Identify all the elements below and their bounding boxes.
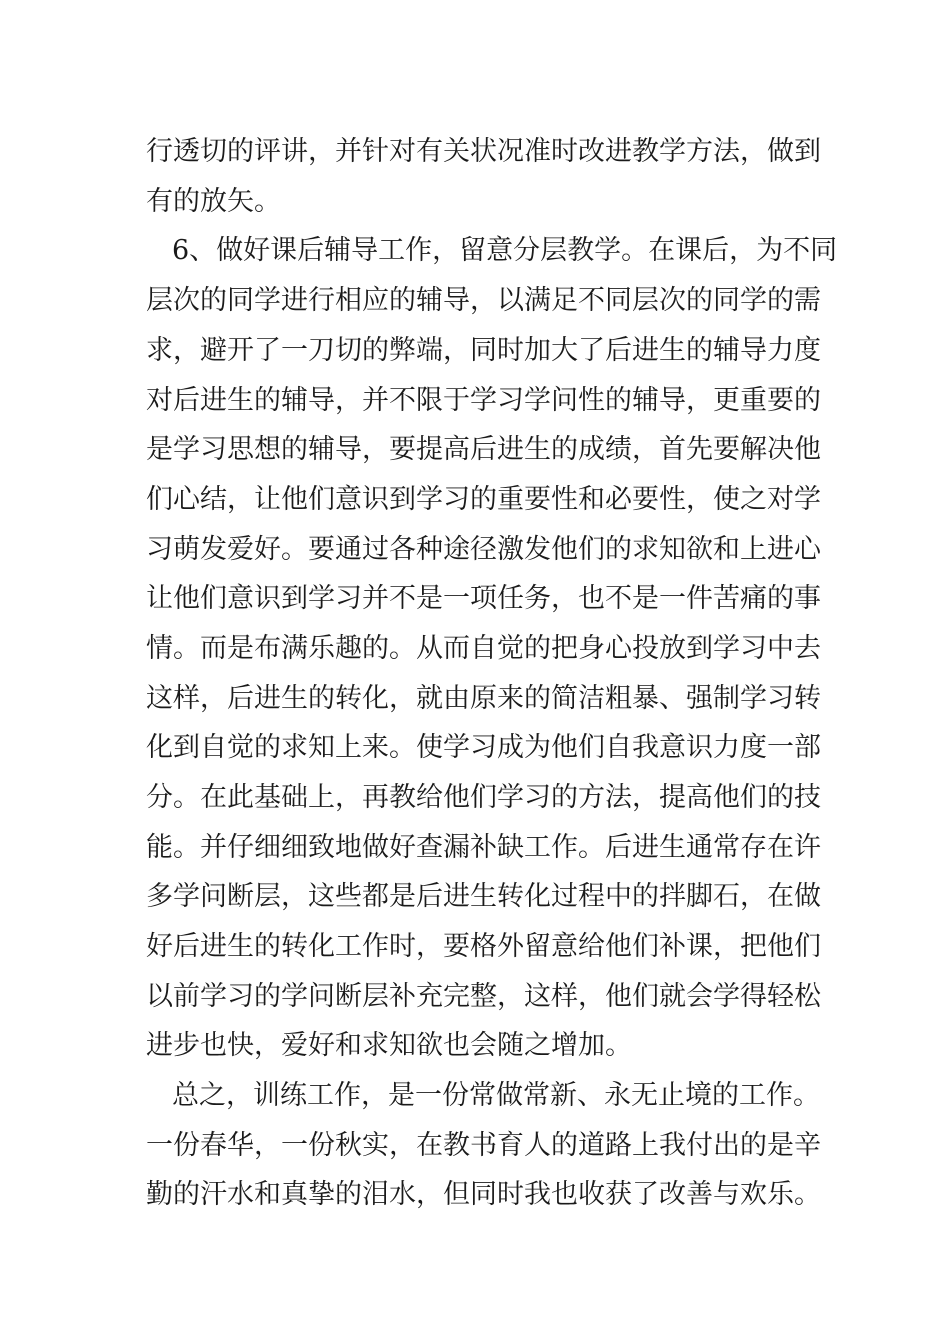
text-line: 层次的同学进行相应的辅导，以满足不同层次的同学的需 <box>146 285 821 316</box>
text-line: 化到自觉的求知上来。使学习成为他们自我意识力度一部 <box>146 732 821 763</box>
text-line: 6、做好课后辅导工作，留意分层教学。在课后，为不同 <box>172 235 838 266</box>
text-line: 让他们意识到学习并不是一项任务，也不是一件苦痛的事 <box>146 583 821 614</box>
text-line: 一份春华，一份秋实，在教书育人的道路上我付出的是辛 <box>146 1130 821 1161</box>
text-line: 分。在此基础上，再教给他们学习的方法，提高他们的技 <box>146 782 821 813</box>
text-line: 多学问断层，这些都是后进生转化过程中的拌脚石，在做 <box>146 881 821 912</box>
text-line: 勤的汗水和真挚的泪水，但同时我也收获了改善与欢乐。 <box>146 1179 821 1210</box>
text-line: 以前学习的学问断层补充完整，这样，他们就会学得轻松 <box>146 981 821 1012</box>
text-line: 是学习思想的辅导，要提高后进生的成绩，首先要解决他 <box>146 434 821 465</box>
text-line: 进步也快，爱好和求知欲也会随之增加。 <box>146 1030 632 1061</box>
text-line: 情。而是布满乐趣的。从而自觉的把身心投放到学习中去 <box>146 633 821 664</box>
text-line: 习萌发爱好。要通过各种途径激发他们的求知欲和上进心 <box>146 534 821 565</box>
text-line: 对后进生的辅导，并不限于学习学问性的辅导，更重要的 <box>146 385 821 416</box>
text-line: 们心结，让他们意识到学习的重要性和必要性，使之对学 <box>146 484 821 515</box>
text-line: 有的放矢。 <box>146 186 281 217</box>
text-line: 求，避开了一刀切的弊端，同时加大了后进生的辅导力度 <box>146 335 821 366</box>
text-line: 行透切的评讲，并针对有关状况准时改进教学方法，做到 <box>146 136 821 167</box>
text-line: 这样，后进生的转化，就由原来的简洁粗暴、强制学习转 <box>146 683 821 714</box>
text-line: 能。并仔细细致地做好查漏补缺工作。后进生通常存在许 <box>146 832 821 863</box>
text-line: 总之，训练工作，是一份常做常新、永无止境的工作。 <box>172 1080 820 1111</box>
text-line: 好后进生的转化工作时，要格外留意给他们补课，把他们 <box>146 931 821 962</box>
